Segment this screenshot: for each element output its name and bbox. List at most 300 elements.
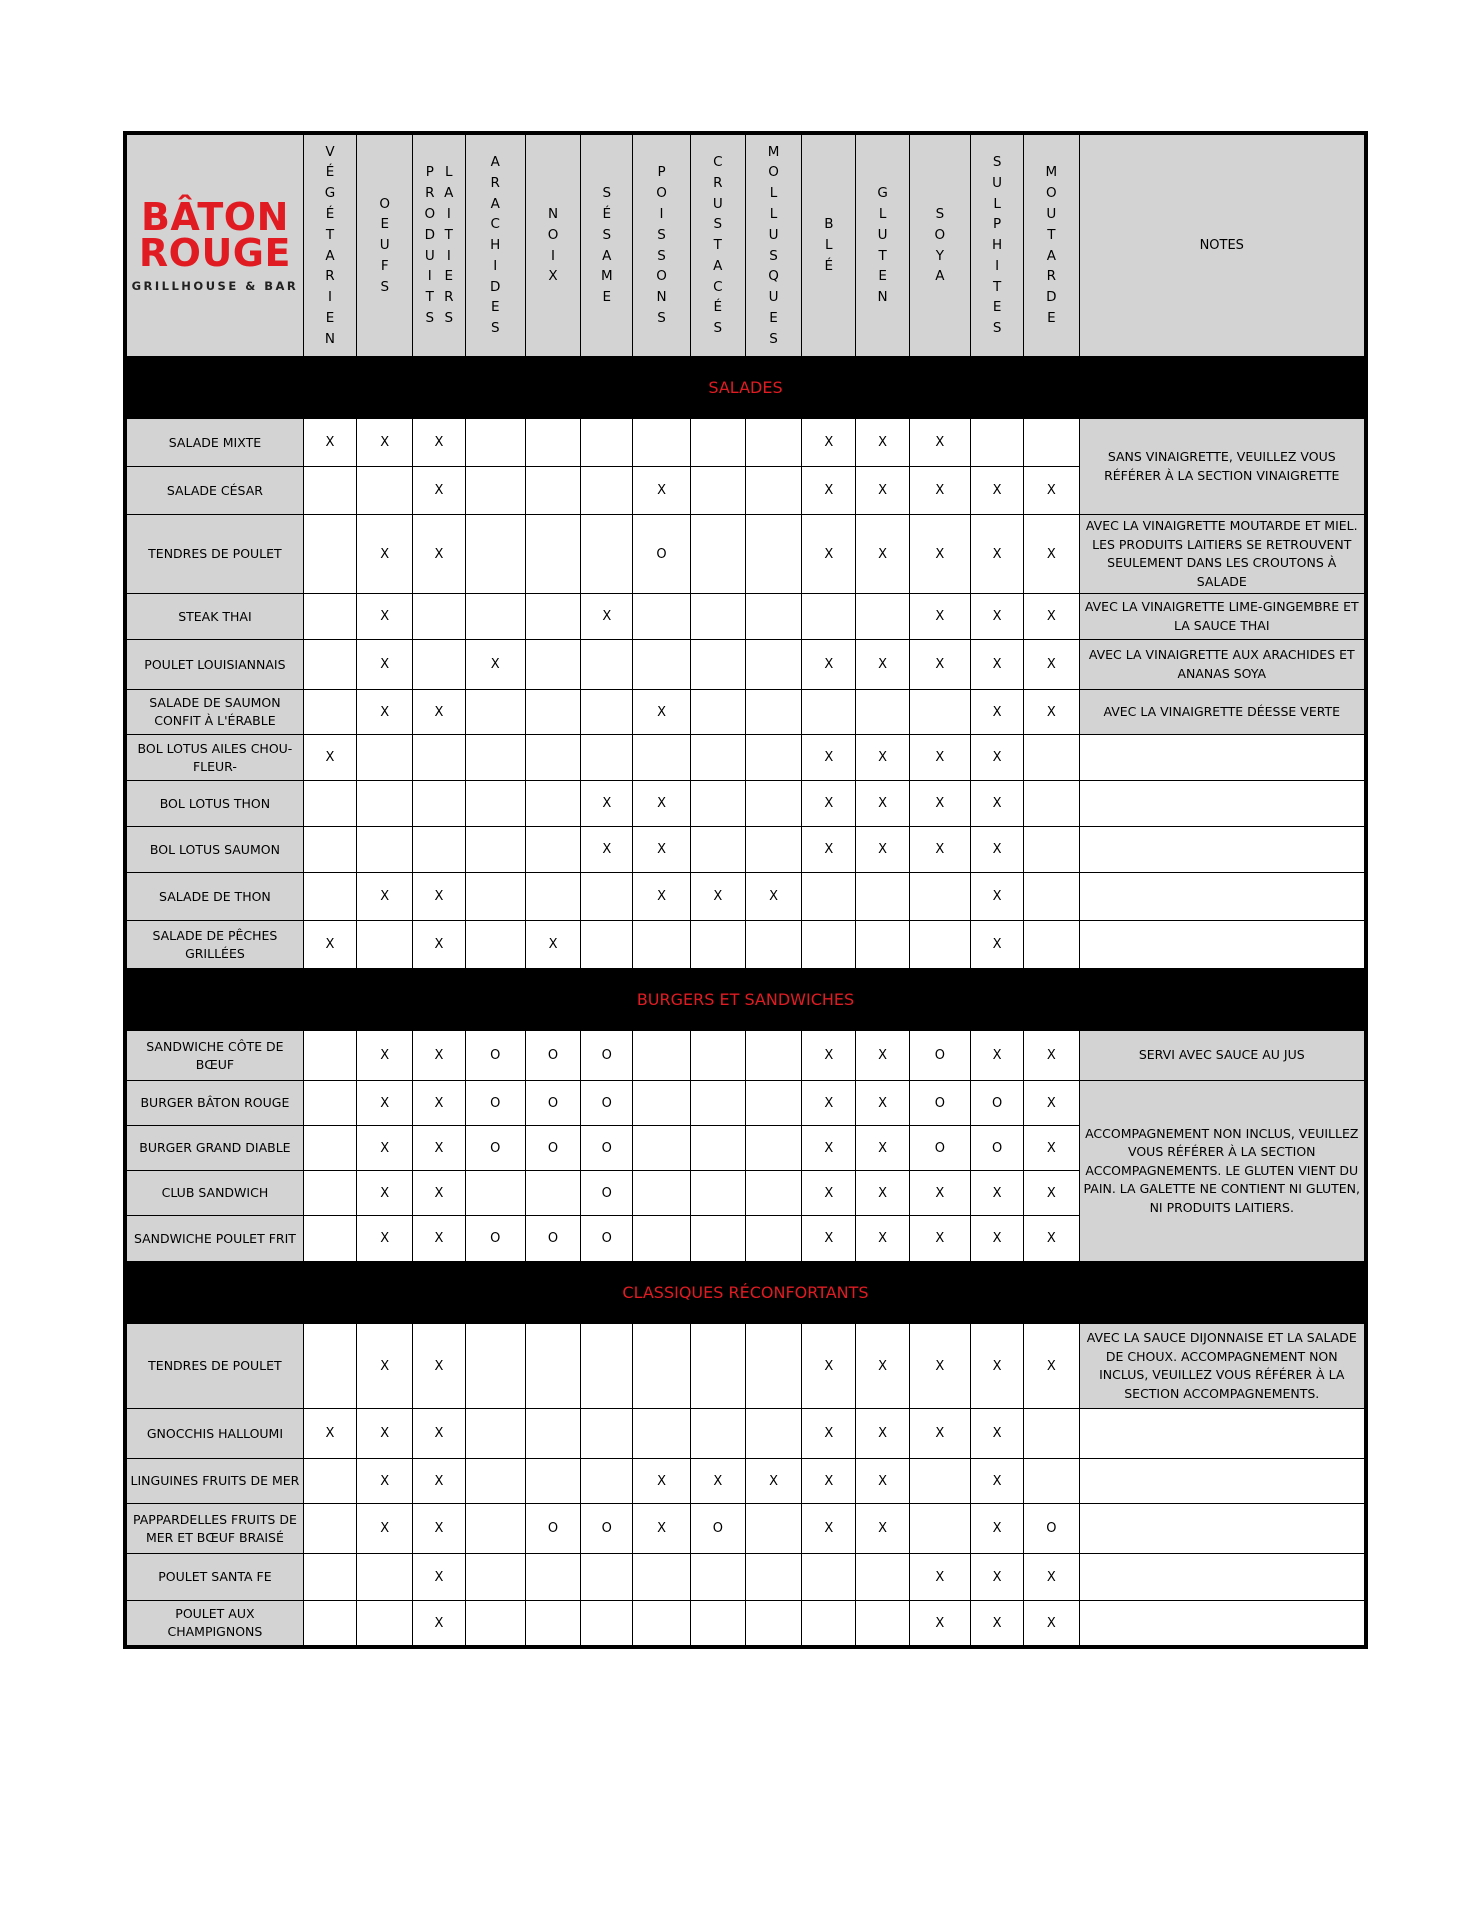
allergen-mark-poissons: [633, 594, 690, 640]
allergen-mark-noix: [525, 1554, 580, 1601]
allergen-mark-gluten: X: [856, 1504, 909, 1554]
allergen-mark-mollusques: X: [745, 1459, 801, 1504]
allergen-mark-gluten: [856, 921, 909, 969]
table-row: [127, 1601, 1365, 1646]
allergen-mark-sesame: X: [581, 827, 633, 873]
allergen-mark-mollusques: [745, 1601, 801, 1646]
allergen-mark-crustaces: X: [690, 873, 745, 921]
col-header-word: M O U T A R D E: [1045, 164, 1058, 326]
allergen-mark-sulphites: X: [971, 594, 1024, 640]
allergen-mark-ble: X: [802, 640, 856, 690]
allergen-mark-sulphites: X: [971, 1409, 1024, 1459]
allergen-mark-poissons: X: [633, 690, 690, 735]
allergen-mark-arachides: [465, 1459, 525, 1504]
section-header-row: [127, 1262, 1365, 1324]
table-row: [127, 921, 1365, 969]
allergen-mark-crustaces: [690, 419, 745, 467]
col-header-word: L A I T I E R S: [444, 164, 454, 326]
dish-note: [1079, 1409, 1364, 1459]
allergen-mark-moutarde: X: [1024, 1554, 1079, 1601]
allergen-mark-poissons: [633, 1554, 690, 1601]
col-header-arachides: [465, 135, 525, 357]
allergen-mark-gluten: X: [856, 1171, 909, 1216]
allergen-mark-produits-laitiers: X: [413, 467, 465, 515]
allergen-mark-crustaces: [690, 1081, 745, 1126]
allergen-mark-sesame: X: [581, 781, 633, 827]
allergen-mark-moutarde: X: [1024, 1171, 1079, 1216]
allergen-mark-poissons: [633, 1126, 690, 1171]
allergen-mark-mollusques: [745, 594, 801, 640]
allergen-mark-oeufs: [357, 827, 413, 873]
col-header-word: S U L P H I T E S: [992, 153, 1003, 337]
allergen-mark-produits-laitiers: X: [413, 515, 465, 594]
allergen-mark-sulphites: X: [971, 781, 1024, 827]
dish-name: LINGUINES FRUITS DE MER: [127, 1459, 304, 1504]
dish-note: [1079, 827, 1364, 873]
allergen-mark-oeufs: X: [357, 640, 413, 690]
col-header-produits-laitiers: [413, 135, 465, 357]
allergen-mark-gluten: [856, 594, 909, 640]
col-header-sesame: [581, 135, 633, 357]
allergen-mark-crustaces: [690, 921, 745, 969]
section-title: CLASSIQUES RÉCONFORTANTS: [127, 1262, 1365, 1324]
table-row: [127, 419, 1365, 467]
allergen-mark-crustaces: [690, 1409, 745, 1459]
table-row: [127, 735, 1365, 781]
allergen-mark-oeufs: X: [357, 419, 413, 467]
allergen-mark-arachides: [465, 690, 525, 735]
allergen-mark-mollusques: [745, 690, 801, 735]
allergen-mark-sulphites: X: [971, 1171, 1024, 1216]
allergen-mark-vegetarien: X: [303, 1409, 356, 1459]
section-header-row: [127, 969, 1365, 1031]
allergen-mark-crustaces: [690, 1554, 745, 1601]
allergen-mark-poissons: X: [633, 781, 690, 827]
dish-name: POULET LOUISIANNAIS: [127, 640, 304, 690]
allergen-mark-gluten: X: [856, 1031, 909, 1081]
allergen-mark-produits-laitiers: X: [413, 690, 465, 735]
allergen-mark-soya: [909, 690, 970, 735]
allergen-mark-vegetarien: X: [303, 735, 356, 781]
allergen-mark-crustaces: [690, 1216, 745, 1262]
allergen-mark-ble: X: [802, 781, 856, 827]
allergen-mark-vegetarien: [303, 1554, 356, 1601]
dish-note: [1079, 735, 1364, 781]
allergen-mark-crustaces: [690, 781, 745, 827]
table-row: [127, 1031, 1365, 1081]
allergen-mark-poissons: X: [633, 827, 690, 873]
allergen-mark-noix: [525, 640, 580, 690]
col-header-vegetarien: [303, 135, 356, 357]
col-header-word: V É G É T A R I E N: [324, 143, 336, 347]
allergen-mark-poissons: X: [633, 1504, 690, 1554]
allergen-mark-moutarde: [1024, 1459, 1079, 1504]
allergen-mark-oeufs: X: [357, 690, 413, 735]
allergen-mark-mollusques: [745, 1409, 801, 1459]
allergen-mark-ble: [802, 873, 856, 921]
allergen-mark-produits-laitiers: X: [413, 1081, 465, 1126]
allergen-mark-oeufs: X: [357, 1324, 413, 1409]
allergen-mark-sulphites: X: [971, 515, 1024, 594]
col-header-label-oeufs: [357, 194, 412, 298]
allergen-mark-noix: [525, 690, 580, 735]
allergen-mark-ble: X: [802, 467, 856, 515]
col-header-word: C R U S T A C É S: [712, 153, 723, 337]
table-row: [127, 1459, 1365, 1504]
allergen-mark-sesame: O: [581, 1216, 633, 1262]
allergen-mark-vegetarien: [303, 1324, 356, 1409]
allergen-mark-crustaces: [690, 1324, 745, 1409]
allergen-mark-moutarde: X: [1024, 1601, 1079, 1646]
allergen-mark-oeufs: X: [357, 515, 413, 594]
col-header-sulphites: [971, 135, 1024, 357]
allergen-mark-soya: X: [909, 419, 970, 467]
allergen-mark-arachides: [465, 467, 525, 515]
section-title: SALADES: [127, 357, 1365, 419]
allergen-mark-ble: X: [802, 1031, 856, 1081]
col-header-label-mollusques: [746, 142, 801, 350]
allergen-mark-produits-laitiers: X: [413, 873, 465, 921]
table-row: [127, 1554, 1365, 1601]
allergen-mark-sesame: O: [581, 1081, 633, 1126]
allergen-mark-vegetarien: X: [303, 419, 356, 467]
allergen-mark-crustaces: [690, 1126, 745, 1171]
allergen-mark-mollusques: [745, 419, 801, 467]
allergen-mark-crustaces: [690, 1031, 745, 1081]
col-header-notes: NOTES: [1079, 135, 1364, 357]
allergen-mark-moutarde: X: [1024, 690, 1079, 735]
allergen-mark-soya: X: [909, 735, 970, 781]
allergen-mark-soya: X: [909, 594, 970, 640]
dish-name: SALADE DE THON: [127, 873, 304, 921]
allergen-mark-oeufs: X: [357, 1459, 413, 1504]
allergen-mark-noix: O: [525, 1504, 580, 1554]
allergen-mark-soya: [909, 1459, 970, 1504]
allergen-mark-sesame: [581, 690, 633, 735]
allergen-mark-sesame: O: [581, 1031, 633, 1081]
col-header-poissons: [633, 135, 690, 357]
allergen-mark-arachides: [465, 1324, 525, 1409]
allergen-mark-soya: O: [909, 1031, 970, 1081]
allergen-mark-gluten: X: [856, 1216, 909, 1262]
allergen-mark-crustaces: [690, 515, 745, 594]
dish-note: [1079, 1459, 1364, 1504]
allergen-mark-moutarde: X: [1024, 467, 1079, 515]
allergen-mark-sesame: O: [581, 1126, 633, 1171]
allergen-mark-mollusques: [745, 1031, 801, 1081]
allergen-mark-vegetarien: [303, 594, 356, 640]
dish-name: POULET SANTA FE: [127, 1554, 304, 1601]
allergen-mark-noix: [525, 515, 580, 594]
allergen-mark-crustaces: [690, 827, 745, 873]
allergen-mark-sulphites: X: [971, 1216, 1024, 1262]
allergen-mark-moutarde: X: [1024, 1081, 1079, 1126]
allergen-mark-gluten: [856, 1601, 909, 1646]
dish-name: BOL LOTUS THON: [127, 781, 304, 827]
col-header-label-noix: [526, 204, 580, 287]
allergen-mark-ble: [802, 594, 856, 640]
allergen-mark-poissons: X: [633, 467, 690, 515]
section-header-row: [127, 357, 1365, 419]
allergen-mark-produits-laitiers: X: [413, 1554, 465, 1601]
allergen-mark-soya: O: [909, 1081, 970, 1126]
brand-line-2: ROUGE: [138, 230, 291, 275]
allergen-mark-arachides: [465, 594, 525, 640]
table-row: [127, 640, 1365, 690]
allergen-mark-produits-laitiers: X: [413, 1324, 465, 1409]
allergen-mark-produits-laitiers: [413, 594, 465, 640]
brand-logo: [127, 194, 303, 293]
allergen-mark-moutarde: [1024, 735, 1079, 781]
allergen-mark-moutarde: [1024, 921, 1079, 969]
allergen-mark-gluten: X: [856, 1409, 909, 1459]
allergen-mark-sesame: [581, 921, 633, 969]
allergen-mark-oeufs: X: [357, 1504, 413, 1554]
allergen-mark-ble: X: [802, 735, 856, 781]
dish-note: AVEC LA SAUCE DIJONNAISE ET LA SALADE DE CHOUX. ACCOMPAGNEMENT NON INCLUS, VEUILLEZ VOUS RÉFÉRER À LA SECTION ACCOMPAGNEMENTS.: [1079, 1324, 1364, 1409]
allergen-mark-ble: X: [802, 1126, 856, 1171]
allergen-mark-ble: [802, 1601, 856, 1646]
allergen-mark-produits-laitiers: X: [413, 1601, 465, 1646]
allergen-mark-arachides: [465, 1504, 525, 1554]
allergen-mark-sesame: [581, 1409, 633, 1459]
allergen-mark-ble: [802, 921, 856, 969]
allergen-mark-ble: X: [802, 1409, 856, 1459]
allergen-mark-sulphites: O: [971, 1126, 1024, 1171]
allergen-mark-produits-laitiers: [413, 735, 465, 781]
allergen-mark-vegetarien: X: [303, 921, 356, 969]
allergen-mark-vegetarien: [303, 1031, 356, 1081]
col-header-label-ble: [802, 214, 855, 276]
dish-name: PAPPARDELLES FRUITS DE MER ET BŒUF BRAISÉ: [127, 1504, 304, 1554]
allergen-mark-produits-laitiers: X: [413, 1171, 465, 1216]
allergen-mark-soya: [909, 921, 970, 969]
allergen-mark-noix: [525, 827, 580, 873]
allergen-mark-sulphites: X: [971, 640, 1024, 690]
allergen-mark-soya: O: [909, 1126, 970, 1171]
col-header-label-produits-laitiers: [413, 162, 464, 328]
table-row: [127, 594, 1365, 640]
allergen-mark-vegetarien: [303, 640, 356, 690]
allergen-mark-poissons: [633, 1031, 690, 1081]
allergen-mark-produits-laitiers: X: [413, 1409, 465, 1459]
allergen-mark-sesame: [581, 467, 633, 515]
dish-note: AVEC LA VINAIGRETTE MOUTARDE ET MIEL. LES PRODUITS LAITIERS SE RETROUVENT SEULEMENT DANS LES CROUTONS À SALADE: [1079, 515, 1364, 594]
allergen-mark-sesame: O: [581, 1171, 633, 1216]
allergen-mark-arachides: [465, 419, 525, 467]
allergen-table: [126, 134, 1365, 1646]
allergen-mark-vegetarien: [303, 873, 356, 921]
allergen-mark-poissons: [633, 1409, 690, 1459]
allergen-mark-produits-laitiers: [413, 781, 465, 827]
allergen-mark-oeufs: X: [357, 1216, 413, 1262]
dish-note: SANS VINAIGRETTE, VEUILLEZ VOUS RÉFÉRER À LA SECTION VINAIGRETTE: [1079, 419, 1364, 515]
allergen-mark-gluten: [856, 873, 909, 921]
dish-name: TENDRES DE POULET: [127, 515, 304, 594]
allergen-mark-ble: X: [802, 1081, 856, 1126]
allergen-mark-noix: [525, 467, 580, 515]
allergen-mark-mollusques: [745, 467, 801, 515]
allergen-mark-sulphites: X: [971, 1459, 1024, 1504]
allergen-mark-sulphites: X: [971, 1504, 1024, 1554]
allergen-mark-poissons: [633, 1216, 690, 1262]
col-header-word: N O I X: [547, 205, 559, 285]
dish-note: [1079, 1554, 1364, 1601]
allergen-mark-sesame: [581, 1459, 633, 1504]
allergen-mark-oeufs: X: [357, 594, 413, 640]
allergen-mark-mollusques: [745, 640, 801, 690]
col-header-label-sulphites: [971, 152, 1023, 339]
col-header-ble: [802, 135, 856, 357]
allergen-mark-crustaces: [690, 640, 745, 690]
allergen-mark-arachides: [465, 873, 525, 921]
allergen-mark-soya: X: [909, 467, 970, 515]
allergen-mark-ble: X: [802, 1324, 856, 1409]
dish-note: AVEC LA VINAIGRETTE AUX ARACHIDES ET ANANAS SOYA: [1079, 640, 1364, 690]
allergen-mark-moutarde: X: [1024, 1324, 1079, 1409]
table-row: [127, 827, 1365, 873]
allergen-mark-arachides: [465, 1409, 525, 1459]
allergen-mark-noix: X: [525, 921, 580, 969]
allergen-mark-soya: X: [909, 827, 970, 873]
allergen-mark-arachides: [465, 1554, 525, 1601]
allergen-mark-gluten: X: [856, 1126, 909, 1171]
allergen-mark-vegetarien: [303, 1171, 356, 1216]
allergen-mark-soya: [909, 1504, 970, 1554]
allergen-mark-vegetarien: [303, 690, 356, 735]
allergen-mark-poissons: [633, 735, 690, 781]
allergen-mark-gluten: X: [856, 1459, 909, 1504]
allergen-mark-poissons: X: [633, 1459, 690, 1504]
allergen-mark-produits-laitiers: [413, 827, 465, 873]
allergen-mark-arachides: [465, 735, 525, 781]
col-header-word: S O Y A: [934, 205, 946, 285]
allergen-mark-arachides: O: [465, 1031, 525, 1081]
allergen-mark-sulphites: X: [971, 1031, 1024, 1081]
col-header-label-vegetarien: [304, 142, 356, 350]
allergen-mark-gluten: X: [856, 735, 909, 781]
allergen-mark-vegetarien: [303, 781, 356, 827]
allergen-mark-moutarde: [1024, 419, 1079, 467]
dish-note: [1079, 781, 1364, 827]
dish-note: [1079, 1601, 1364, 1646]
allergen-mark-noix: [525, 1409, 580, 1459]
col-header-word: B L É: [824, 216, 834, 274]
allergen-mark-soya: X: [909, 1216, 970, 1262]
allergen-mark-noix: O: [525, 1216, 580, 1262]
allergen-mark-vegetarien: [303, 1081, 356, 1126]
allergen-mark-soya: X: [909, 1324, 970, 1409]
allergen-mark-arachides: [465, 827, 525, 873]
allergen-mark-noix: [525, 419, 580, 467]
allergen-mark-gluten: X: [856, 419, 909, 467]
allergen-mark-sesame: [581, 419, 633, 467]
allergen-mark-oeufs: [357, 735, 413, 781]
allergen-mark-sesame: [581, 873, 633, 921]
allergen-mark-soya: X: [909, 1554, 970, 1601]
dish-name: BOL LOTUS SAUMON: [127, 827, 304, 873]
allergen-mark-produits-laitiers: X: [413, 1031, 465, 1081]
col-header-gluten: [856, 135, 909, 357]
allergen-mark-noix: [525, 1459, 580, 1504]
table-row: [127, 1081, 1365, 1126]
allergen-mark-poissons: [633, 419, 690, 467]
allergen-mark-sesame: [581, 735, 633, 781]
allergen-mark-sesame: O: [581, 1504, 633, 1554]
col-header-soya: [909, 135, 970, 357]
allergen-mark-crustaces: X: [690, 1459, 745, 1504]
allergen-mark-poissons: [633, 640, 690, 690]
allergen-mark-oeufs: [357, 1554, 413, 1601]
allergen-mark-noix: [525, 781, 580, 827]
allergen-mark-poissons: [633, 1081, 690, 1126]
allergen-mark-vegetarien: [303, 1504, 356, 1554]
col-header-word: P O I S S O N S: [656, 164, 667, 326]
allergen-mark-mollusques: [745, 1554, 801, 1601]
brand-tagline: GRILLHOUSE & BAR: [131, 278, 299, 293]
allergen-mark-mollusques: [745, 921, 801, 969]
allergen-mark-moutarde: X: [1024, 640, 1079, 690]
col-header-word: S É S A M E: [600, 185, 613, 306]
col-header-label-arachides: [466, 152, 525, 339]
allergen-mark-gluten: X: [856, 1081, 909, 1126]
allergen-mark-arachides: [465, 921, 525, 969]
allergen-mark-mollusques: [745, 781, 801, 827]
dish-name: SANDWICHE CÔTE DE BŒUF: [127, 1031, 304, 1081]
col-header-word: A R A C H I D E S: [490, 153, 501, 337]
allergen-mark-produits-laitiers: X: [413, 921, 465, 969]
allergen-mark-soya: X: [909, 1601, 970, 1646]
allergen-mark-noix: [525, 735, 580, 781]
allergen-mark-crustaces: [690, 594, 745, 640]
dish-note: ACCOMPAGNEMENT NON INCLUS, VEUILLEZ VOUS RÉFÉRER À LA SECTION ACCOMPAGNEMENTS. LE GLUTEN VIENT DU PAIN. LA GALETTE NE CONTIENT NI GLUTEN, NI PRODUITS LAITIERS.: [1079, 1081, 1364, 1262]
allergen-mark-moutarde: X: [1024, 1216, 1079, 1262]
allergen-mark-gluten: [856, 690, 909, 735]
allergen-mark-crustaces: [690, 690, 745, 735]
allergen-mark-crustaces: [690, 735, 745, 781]
allergen-mark-vegetarien: [303, 1601, 356, 1646]
dish-name: SALADE DE PÊCHES GRILLÉES: [127, 921, 304, 969]
allergen-mark-produits-laitiers: X: [413, 1459, 465, 1504]
dish-note: [1079, 1504, 1364, 1554]
col-header-mollusques: [745, 135, 801, 357]
dish-name: SALADE MIXTE: [127, 419, 304, 467]
allergen-mark-sulphites: X: [971, 735, 1024, 781]
allergen-mark-ble: X: [802, 515, 856, 594]
col-header-label-sesame: [581, 183, 632, 308]
allergen-mark-moutarde: X: [1024, 594, 1079, 640]
allergen-mark-ble: [802, 1554, 856, 1601]
allergen-mark-produits-laitiers: [413, 640, 465, 690]
dish-name: STEAK THAI: [127, 594, 304, 640]
allergen-mark-poissons: [633, 1324, 690, 1409]
allergen-mark-gluten: X: [856, 1324, 909, 1409]
allergen-mark-gluten: X: [856, 467, 909, 515]
allergen-mark-ble: X: [802, 419, 856, 467]
allergen-mark-sulphites: X: [971, 827, 1024, 873]
allergen-mark-soya: X: [909, 1409, 970, 1459]
allergen-mark-crustaces: [690, 467, 745, 515]
allergen-mark-mollusques: [745, 515, 801, 594]
allergen-mark-ble: X: [802, 1171, 856, 1216]
allergen-mark-poissons: O: [633, 515, 690, 594]
col-header-word: M O L L U S Q U E S: [767, 143, 780, 347]
allergen-mark-noix: O: [525, 1126, 580, 1171]
allergen-mark-poissons: [633, 921, 690, 969]
allergen-mark-ble: [802, 690, 856, 735]
allergen-mark-soya: X: [909, 640, 970, 690]
allergen-mark-crustaces: [690, 1171, 745, 1216]
